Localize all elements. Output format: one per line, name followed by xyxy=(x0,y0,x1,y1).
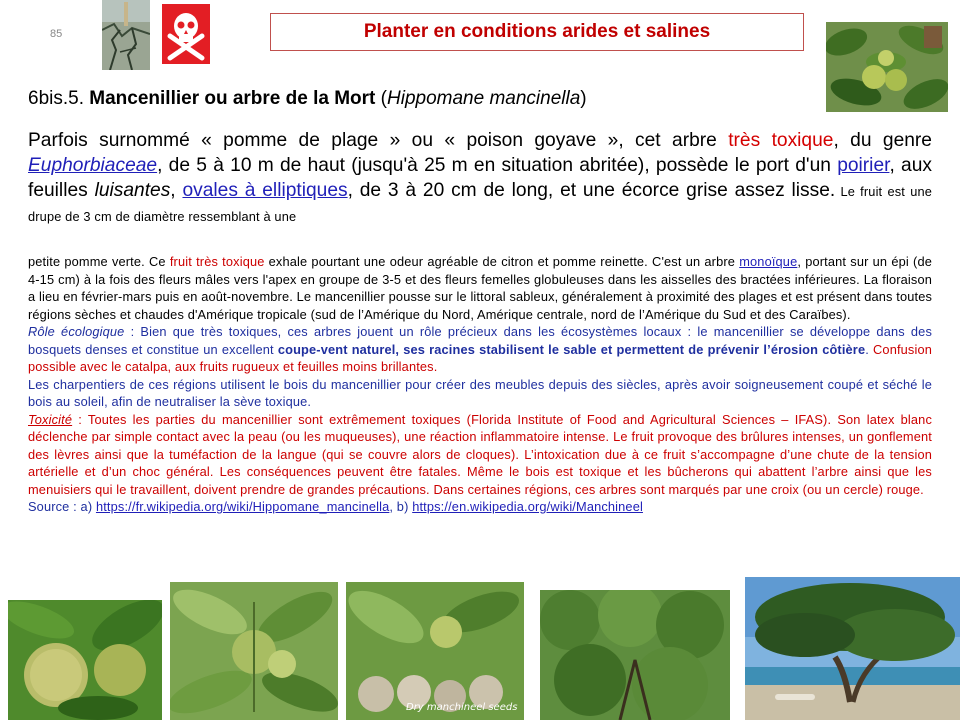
intro-text-6: , de 3 à 20 cm de long, et une écorce grise assez lisse. xyxy=(347,180,836,201)
page-number: 85 xyxy=(50,28,63,40)
toxic-fruit-highlight: fruit très toxique xyxy=(169,254,265,269)
ecology-label: Rôle écologique xyxy=(28,324,125,339)
poirier-link[interactable]: poirier xyxy=(837,155,890,176)
paren-close: ) xyxy=(580,88,587,109)
body-text xyxy=(28,253,932,516)
intro-text-3: , de 5 à 10 m de haut (jusqu'à 25 m en situation abritée), possède le port d'un xyxy=(157,155,838,176)
leaf-shape-link[interactable]: ovales à elliptiques xyxy=(182,180,348,201)
toxicity-link[interactable]: Toxicité xyxy=(28,411,73,427)
paren-open: ( xyxy=(375,88,387,109)
intro-text-2: , du genre xyxy=(833,130,932,151)
description-paragraph xyxy=(28,253,932,323)
ecology-bold: coupe-vent naturel, ses racines stabilisent le sable et permettent de prévenir l’érosion côtière xyxy=(277,341,866,357)
body-text-3: , portant sur un épi (de 4-15 cm) à la fois des fleurs mâles vers l'apex en groupe de 3-5 et des fleurs femelles globuleuses dans les aisselles des bractées inférieures. La floraison a lieu en février-mars puis en août-novembre. Le mancenillier pousse sur le littoral sableux, généralement à proximité des plages et est présent dans toutes régions sèches et chaudes d'Amérique tropicale (sud de l’Amérique du Nord, Amérique centrale, nord de l’Amérique du Sud et des Caraïbes). xyxy=(28,254,933,322)
dry-soil-photo xyxy=(102,0,150,70)
body-text-1: petite pomme verte. Ce xyxy=(28,254,170,269)
source-separator: , b) xyxy=(389,499,413,514)
dense-thicket-photo xyxy=(540,590,730,720)
intro-text-4: , aux feuilles xyxy=(28,155,932,201)
species-latin-name: Hippomane mancinella xyxy=(387,88,581,109)
fruit-branch-photo xyxy=(826,22,948,112)
beach-tree-photo xyxy=(745,577,960,720)
luisantes-text: luisantes xyxy=(94,180,171,201)
confusion-warning: Confusion possible avec le catalpa, aux fruits rugueux et feuilles moins brillantes. xyxy=(28,341,933,374)
section-number: 6bis.5. xyxy=(28,88,90,109)
very-toxic-highlight: très toxique xyxy=(728,130,834,151)
intro-text-5: , xyxy=(170,180,183,201)
skull-crossbones-icon xyxy=(162,4,210,64)
ecology-paragraph xyxy=(28,323,932,376)
drupe-text: Le fruit est une drupe de 3 cm de diamètre ressemblant à une xyxy=(28,184,932,224)
body-text-2: exhale pourtant une odeur agréable de citron et pomme reinette. C'est un arbre xyxy=(264,254,740,269)
toxicity-paragraph xyxy=(28,411,932,499)
dry-seeds-photo xyxy=(346,582,524,720)
euphorbiaceae-link[interactable]: Euphorbiaceae xyxy=(28,155,158,176)
source-label: Source : a) xyxy=(28,499,96,514)
leaves-fruit-photo xyxy=(170,582,338,720)
ecology-text: : Bien que très toxiques, ces arbres jouent un rôle précieux dans les écosystèmes locaux : le mancenillier se développe dans des bosquets denses et constitue un excellent xyxy=(28,324,932,357)
source-line xyxy=(28,498,932,516)
section-heading xyxy=(28,88,587,110)
species-common-name: Mancenillier ou arbre de la Mort xyxy=(89,88,376,109)
seeds-caption: Dry manchineel seeds xyxy=(406,702,518,713)
toxicity-text: : Toutes les parties du mancenillier sont extrêmement toxiques (Florida Institute of Food and Agricultural Sciences – IFAS). Son latex blanc déclenche par simple contact avec la peau (ou les muqueuses), une réaction inflammatoire intense. Le fruit provoque des brûlures intenses, un gonflement des lèvres ainsi que la tuméfaction de la langue (qui se couvre alors de cloques). L’intoxication due à ce fruit s’accompagne d’une chute de la tension artérielle et d’un choc général. Les conséquences peuvent être fatales. Même le bois est toxique et les bûcherons qui abattent l’arbre ainsi que les menuisiers qui le travaillent, doivent prendre de grandes précautions. Dans certaines régions, ces arbres sont marqués par une croix (ou un cercle) rouge. xyxy=(28,411,932,497)
green-fruits-photo xyxy=(8,600,162,720)
carpenters-paragraph: Les charpentiers de ces régions utilisent le bois du mancenillier pour créer des meubles depuis des siècles, après avoir soigneusement coupé et séché le bois au soleil, afin de neutraliser la sève toxique. xyxy=(28,376,932,409)
intro-text-1: Parfois surnommé « pomme de plage » ou « poison goyave », cet arbre xyxy=(28,130,729,151)
intro-paragraph xyxy=(28,128,932,228)
monoique-link[interactable]: monoïque xyxy=(739,254,798,269)
ecology-end: . xyxy=(865,341,874,357)
slide-title: Planter en conditions arides et salines xyxy=(270,13,804,51)
source-link-fr[interactable]: https://fr.wikipedia.org/wiki/Hippomane_mancinella xyxy=(95,499,390,514)
source-link-en[interactable]: https://en.wikipedia.org/wiki/Manchineel xyxy=(412,499,643,514)
